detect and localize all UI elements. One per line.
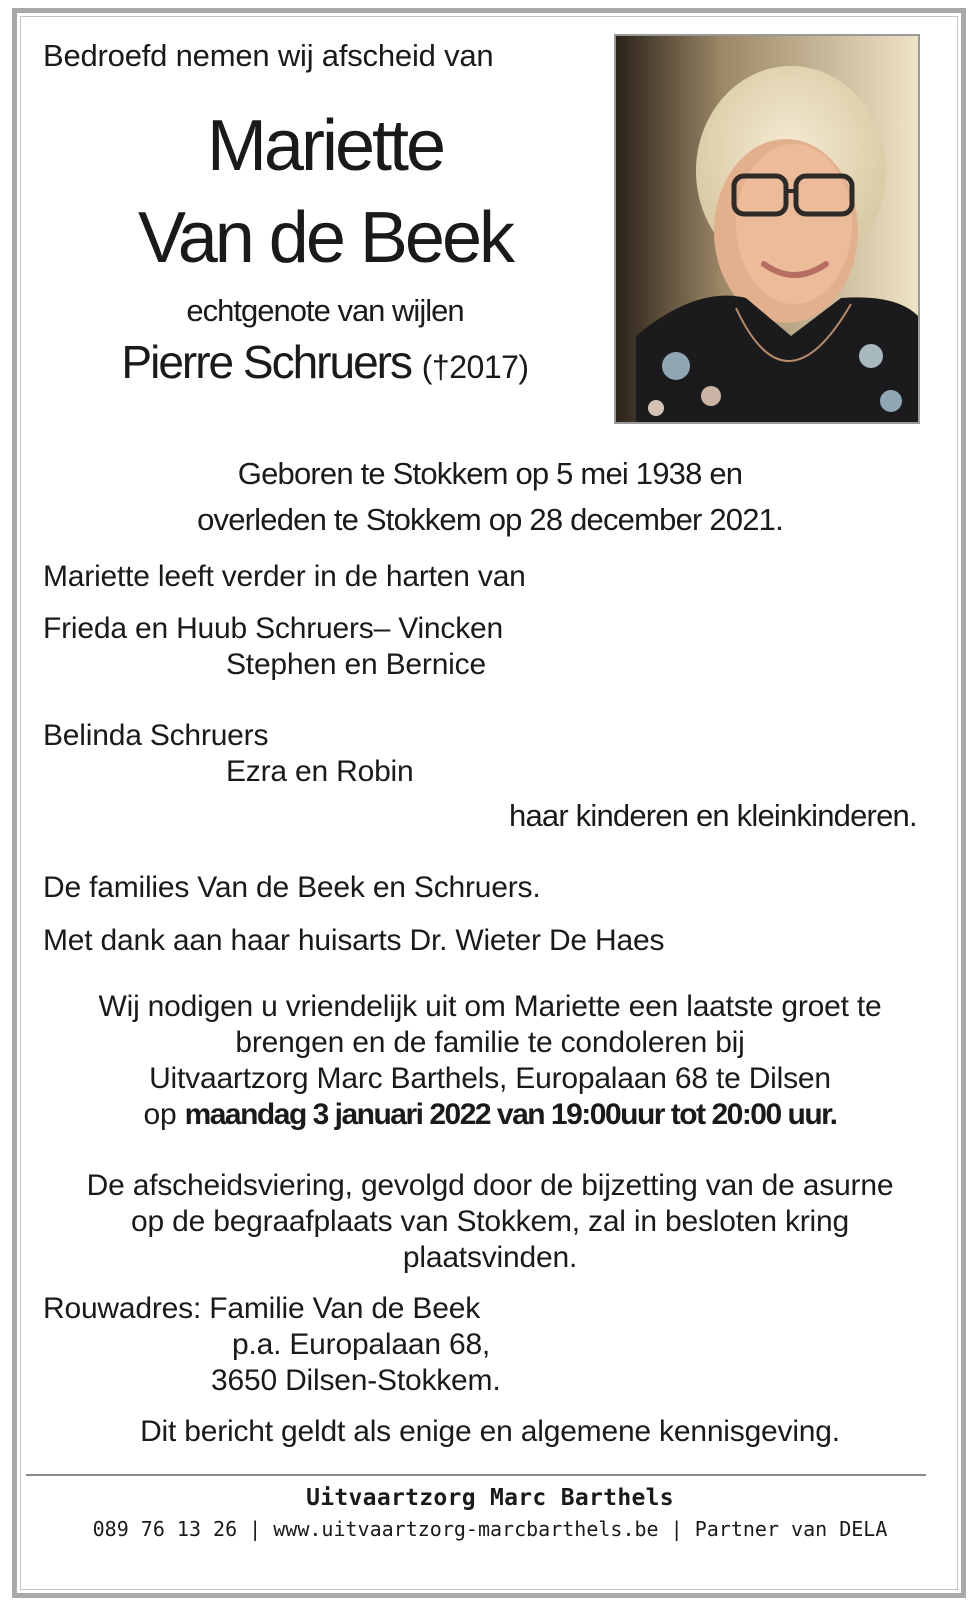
ceremony-line-2: op de begraafplaats van Stokkem, zal in besloten kring	[131, 1205, 849, 1238]
footer-contact	[0, 1517, 980, 1541]
visitation-datetime: maandag 3 januari 2022 van 19:00uur tot 20:00 uur.	[184, 1098, 837, 1131]
website-link[interactable]: www.uitvaartzorg-marcbarthels.be	[273, 1517, 659, 1541]
invitation-line-1: Wij nodigen u vriendelijk uit om Mariette een laatste groet te	[98, 990, 882, 1023]
spouse-label: echtgenote van wijlen	[186, 293, 464, 328]
address-line-1: p.a. Europalaan 68,	[232, 1328, 491, 1361]
portrait-photo	[614, 34, 920, 424]
invitation-line-2: brengen en de familie te condoleren bij	[235, 1026, 745, 1059]
family-group2-parents: Belinda Schruers	[43, 719, 269, 752]
address-line-2: 3650 Dilsen-Stokkem.	[211, 1364, 501, 1397]
deceased-first-name: Mariette	[206, 106, 444, 186]
notice-text: Dit bericht geldt als enige en algemene kennisgeving.	[140, 1415, 840, 1448]
intro-text: Bedroefd nemen wij afscheid van	[43, 38, 494, 73]
spouse-death-year: (†2017)	[421, 349, 529, 385]
family-summary: haar kinderen en kleinkinderen.	[509, 798, 917, 833]
company-name: Uitvaartzorg Marc Barthels	[306, 1485, 674, 1511]
family-group1-children: Stephen en Bernice	[226, 648, 486, 681]
family-group1-parents: Frieda en Huub Schruers– Vincken	[43, 612, 503, 645]
footer-divider	[26, 1474, 926, 1476]
thanks-text: Met dank aan haar huisarts Dr. Wieter De Haes	[43, 924, 665, 957]
phone-number: 089 76 13 26	[92, 1517, 238, 1541]
separator: |	[670, 1517, 683, 1541]
separator: |	[249, 1517, 262, 1541]
spouse-name: Pierre Schruers	[121, 336, 411, 388]
families-text: De families Van de Beek en Schruers.	[43, 871, 541, 904]
spouse-name-line	[60, 335, 590, 389]
family-intro: Mariette leeft verder in de harten van	[43, 560, 526, 593]
ceremony-line-3: plaatsvinden.	[402, 1241, 578, 1274]
address-label: Rouwadres: Familie Van de Beek	[43, 1292, 480, 1325]
death-text: overleden te Stokkem op 28 december 2021.	[197, 502, 783, 537]
partner-text: Partner van DELA	[694, 1517, 888, 1541]
family-group2-children: Ezra en Robin	[226, 755, 414, 788]
invitation-prefix: op	[143, 1098, 185, 1131]
deceased-last-name: Van de Beek	[138, 198, 512, 278]
invitation-line-4	[0, 1098, 980, 1132]
ceremony-line-1: De afscheidsviering, gevolgd door de bijzetting van de asurne	[86, 1169, 894, 1202]
invitation-line-3: Uitvaartzorg Marc Barthels, Europalaan 68 te Dilsen	[149, 1062, 831, 1095]
birth-text: Geboren te Stokkem op 5 mei 1938 en	[237, 456, 743, 491]
